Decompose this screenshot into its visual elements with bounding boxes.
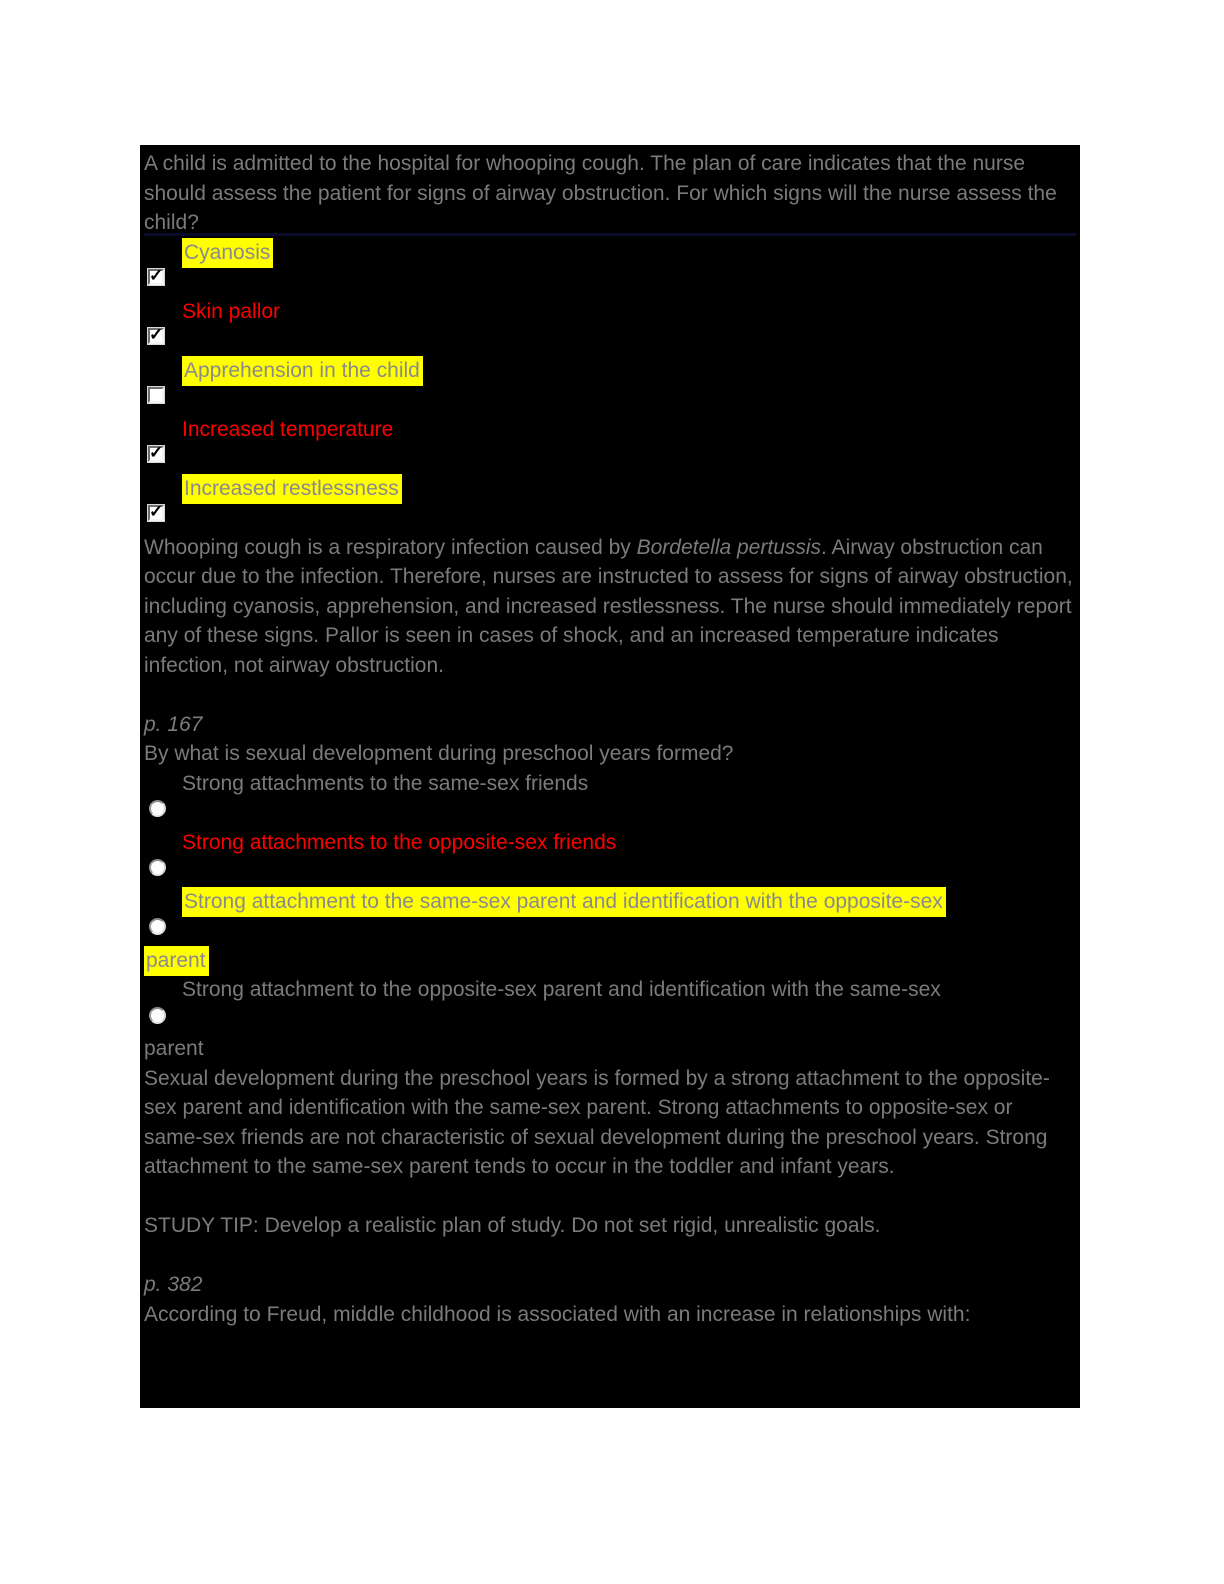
answer-option: [144, 415, 1076, 474]
rationale-segment: Whooping cough is a respiratory infection caused by: [144, 535, 637, 559]
option-label: Apprehension in the child: [182, 356, 423, 387]
q1-question-text: A child is admitted to the hospital for whooping cough. The plan of care indicates that the nurse should assess the patient for signs of airway obstruction. For which signs will the nurse assess the child?: [144, 152, 1057, 234]
answer-option: [144, 828, 1076, 887]
option-control-line: [144, 326, 1076, 356]
option-label-line: [144, 887, 1076, 917]
option-label-line: [144, 297, 1076, 327]
option-label-line: [144, 828, 1076, 858]
answer-option: [144, 887, 1076, 976]
q1-rationale-text: [144, 533, 1076, 681]
checkbox-checked-icon[interactable]: [148, 266, 164, 285]
option-control-line: [144, 1005, 1076, 1035]
option-label: Increased temperature: [182, 417, 394, 441]
checkbox-checked-icon[interactable]: [148, 443, 164, 462]
answer-option: [144, 238, 1076, 297]
blank-line: [144, 1182, 1076, 1212]
rationale-segment: . Airway obstruction can occur due to the infection. Therefore, nurses are instructed to assess for signs of airway obstruction, including cyanosis, apprehension, and increased restlessness. The nurse should immediately report any of these signs. Pallor is seen in cases of shock, and an increased temperature indicates infection, not airway obstruction.: [144, 535, 1073, 677]
answer-option: [144, 356, 1076, 415]
study-tip-text: STUDY TIP: Develop a realistic plan of study. Do not set rigid, unrealistic goals.: [144, 1214, 881, 1237]
q2-question-text: By what is sexual development during preschool years formed?: [144, 742, 734, 765]
option-label: Strong attachments to the same-sex friends: [182, 771, 589, 795]
check-mark: ✓: [149, 502, 164, 521]
check-mark: ✓: [149, 266, 164, 285]
option-label: parent: [144, 1037, 204, 1060]
radio-button-icon[interactable]: [149, 800, 166, 817]
q2-page-reference: p. 167: [144, 712, 203, 736]
option-label: Skin pallor: [182, 299, 281, 323]
option-control-line: [144, 444, 1076, 474]
question-options-divider: [144, 233, 1076, 236]
option-label: Strong attachments to the opposite-sex friends: [182, 830, 617, 854]
option-label-line: [144, 975, 1076, 1005]
option-control-line: [144, 916, 1076, 946]
answer-option: [144, 769, 1076, 828]
blank-line: [144, 1241, 1076, 1271]
check-mark: ✓: [149, 443, 164, 462]
option-label: Cyanosis: [182, 238, 273, 269]
option-label-line: [144, 238, 1076, 268]
option-label-line: [144, 356, 1076, 386]
checkbox-checked-icon[interactable]: [148, 502, 164, 521]
radio-button-icon[interactable]: [149, 859, 166, 876]
check-mark: ✓: [149, 325, 164, 344]
option-control-line: [144, 503, 1076, 533]
checkbox-checked-icon[interactable]: [148, 325, 164, 344]
quiz-content-area: [140, 145, 1080, 1408]
option-label-line: [144, 474, 1076, 504]
option-label: Increased restlessness: [182, 474, 402, 505]
radio-button-icon[interactable]: [149, 918, 166, 935]
answer-option: [144, 474, 1076, 533]
answer-option: [144, 975, 1076, 1064]
option-label-continuation: [144, 946, 1076, 976]
q3-page-reference: p. 382: [144, 1273, 203, 1296]
option-label-continuation: [144, 1034, 1076, 1064]
answer-option: [144, 297, 1076, 356]
option-control-line: [144, 798, 1076, 828]
option-label-line: [144, 769, 1076, 799]
q1-options-list: [144, 238, 1076, 533]
q3-question-text: According to Freud, middle childhood is associated with an increase in relationships with:: [144, 1302, 971, 1326]
q2-options-list: [144, 769, 1076, 1064]
checkbox-unchecked-icon[interactable]: [148, 387, 164, 403]
option-control-line: [144, 385, 1076, 415]
option-label: Strong attachment to the same-sex parent and identification with the opposite-sex: [182, 887, 946, 918]
option-label-line: [144, 415, 1076, 445]
option-control-line: [144, 267, 1076, 297]
italic-term: Bordetella pertussis: [636, 535, 822, 559]
option-label: parent: [144, 946, 209, 977]
blank-line: [144, 680, 1076, 710]
radio-button-icon[interactable]: [149, 1007, 166, 1024]
q2-rationale-text: Sexual development during the preschool years is formed by a strong attachment to the opposite-sex parent and identification with the same-sex parent. Strong attachments to opposite-sex or same-sex friends are not characteristic of sexual development during the preschool years. Strong attachment to the same-sex parent tends to occur in the toddler and infant years.: [144, 1066, 1050, 1178]
option-control-line: [144, 857, 1076, 887]
option-label: Strong attachment to the opposite-sex parent and identification with the same-sex: [182, 978, 941, 1001]
